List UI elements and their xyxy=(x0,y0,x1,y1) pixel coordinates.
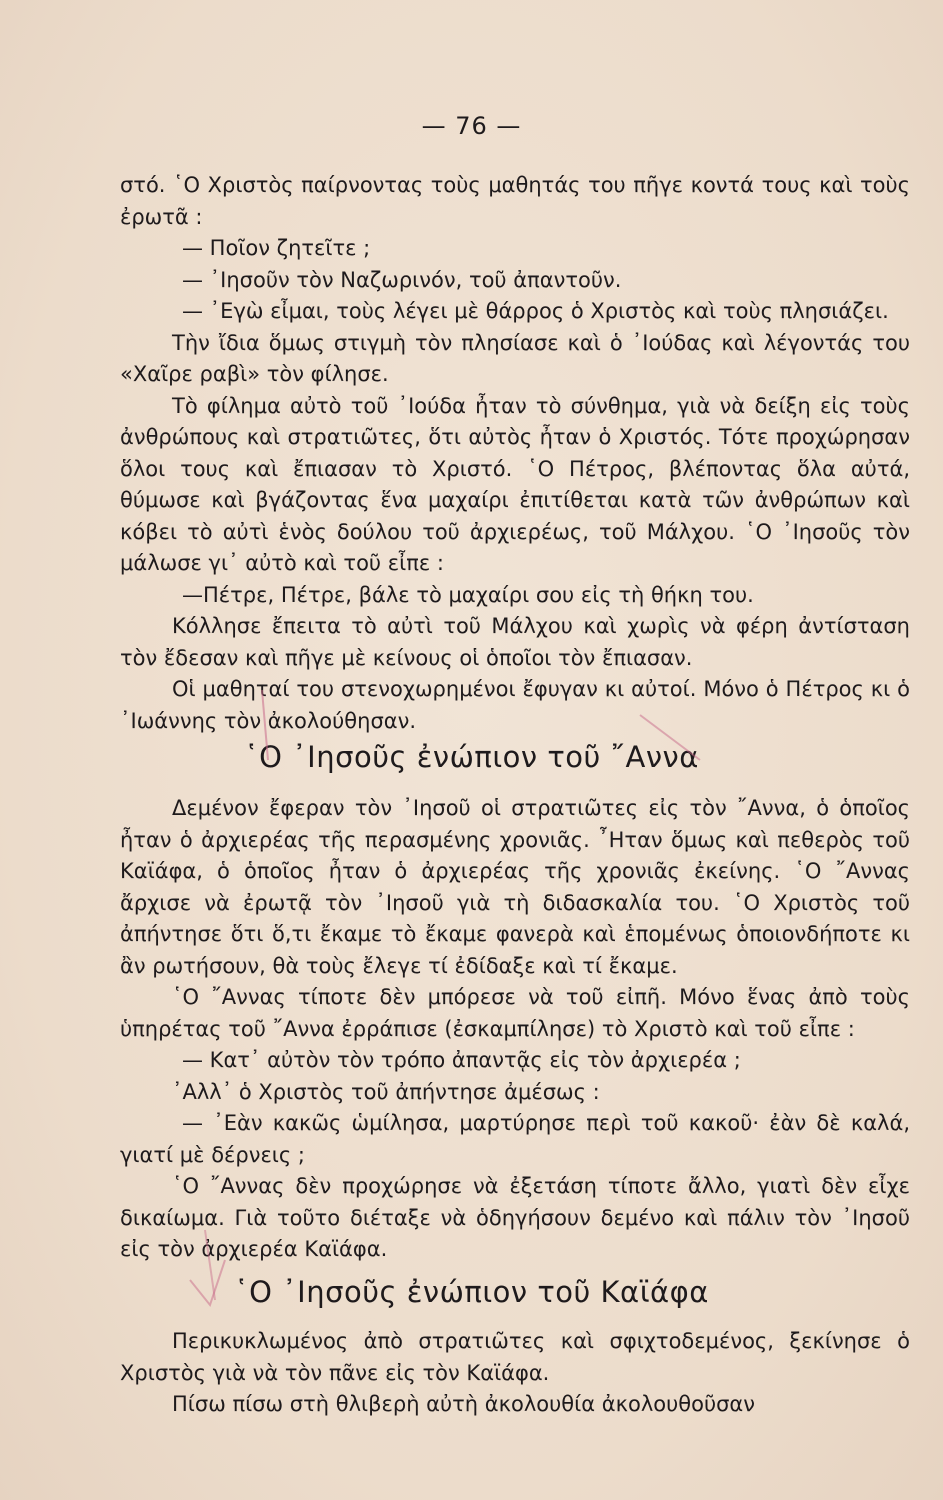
section-heading-caiaphas: ῾Ο ᾿Ιησοῦς ἐνώπιον τοῦ Καϊάφα xyxy=(234,1275,709,1309)
paragraph: — ᾿Εὰν κακῶς ὡμίλησα, μαρτύρησε περὶ τοῦ κακοῦ· ἐὰν δὲ καλά, γιατί μὲ δέρνεις ; xyxy=(120,1111,910,1167)
text-block-annas xyxy=(120,793,910,1266)
paragraph: Οἱ μαθηταί του στενοχωρημένοι ἔφυγαν κι αὐτοί. Μόνο ὁ Πέτρος κι ὁ ᾿Ιωάννης τὸν ἀκολούθησαν. xyxy=(120,677,910,733)
paragraph: — ᾿Ιησοῦν τὸν Ναζωρινόν, τοῦ ἀπαντοῦν. xyxy=(182,267,622,292)
paragraph: Πίσω πίσω στὴ θλιβερὴ αὐτὴ ἀκολουθία ἀκολουθοῦσαν xyxy=(172,1392,755,1416)
paragraph: Τὸ φίλημα αὐτὸ τοῦ ᾿Ιούδα ἦταν τὸ σύνθημα, γιὰ νὰ δείξη εἰς τοὺς ἀνθρώπους καὶ στρατιῶτες, ὅτι αὐτὸς ἦταν ὁ Χριστός. Τότε προχώρησαν ὅλοι τους καὶ ἔπιασαν τὸ Χριστό. ῾Ο Πέτρος, βλέποντας ὅλα αὐτά, θύμωσε καὶ βγάζοντας ἕνα μαχαίρι ἐπιτίθεται κατὰ τῶν ἀνθρώπων καὶ κόβει τὸ αὐτὶ ἑνὸς δούλου τοῦ ἀρχιερέως, τοῦ Μάλχου. ῾Ο ᾿Ιησοῦς τὸν μάλωσε γι᾿ αὐτὸ καὶ τοῦ εἶπε : xyxy=(120,393,910,575)
paragraph: Δεμένον ἔφεραν τὸν ᾿Ιησοῦ οἱ στρατιῶτες εἰς τὸν ῎Αννα, ὁ ὁποῖος ἦταν ὁ ἀρχιερέας τῆς περασμένης χρονιᾶς. ῏Ηταν ὅμως καὶ πεθερὸς τοῦ Καϊάφα, ὁ ὁποῖος ἦταν ὁ ἀρχιερέας τῆς χρονιᾶς ἐκείνης. ῾Ο ῎Αννας ἄρχισε νὰ ἐρωτᾷ τὸν ᾿Ιησοῦ γιὰ τὴ διδασκαλία του. ῾Ο Χριστὸς τοῦ ἀπήντησε ὅτι ὅ,τι ἔκαμε τὸ ἔκαμε φανερὰ καὶ ἑπομένως ὁποιονδήποτε κι ἂν ρωτήσουν, θὰ τοὺς ἔλεγε τί ἐδίδαξε καὶ τί ἔκαμε. xyxy=(120,796,910,978)
paragraph: Τὴν ἴδια ὅμως στιγμὴ τὸν πλησίασε καὶ ὁ ᾿Ιούδας καὶ λέγοντάς του «Χαῖρε ραβὶ» τὸν φίλησε. xyxy=(120,330,910,386)
paragraph: ῾Ο ῎Αννας τίποτε δὲν μπόρεσε νὰ τοῦ εἰπῆ. Μόνο ἕνας ἀπὸ τοὺς ὑπηρέτας τοῦ ῎Αννα ἐρράπισε (ἐσκαμπίλησε) τὸ Χριστὸ καὶ τοῦ εἶπε : xyxy=(120,985,910,1041)
paragraph: — Κατ᾿ αὐτὸν τὸν τρόπο ἀπαντᾷς εἰς τὸν ἀρχιερέα ; xyxy=(182,1048,741,1072)
text-block-caiaphas xyxy=(120,1326,910,1421)
paragraph: Περικυκλωμένος ἀπὸ στρατιῶτες καὶ σφιχτοδεμένος, ξεκίνησε ὁ Χριστὸς γιὰ νὰ τὸν πᾶνε εἰς τὸν Καϊάφα. xyxy=(120,1329,910,1385)
paragraph: στό. ῾Ο Χριστὸς παίρνοντας τοὺς μαθητάς του πῆγε κοντά τους καὶ τοὺς ἐρωτᾶ : xyxy=(120,173,910,229)
paragraph: ᾿Αλλ᾿ ὁ Χριστὸς τοῦ ἀπήντησε ἀμέσως : xyxy=(172,1079,600,1104)
paragraph: Κόλλησε ἔπειτα τὸ αὐτὶ τοῦ Μάλχου καὶ χωρὶς νὰ φέρη ἀντίσταση τὸν ἔδεσαν καὶ πῆγε μὲ κείνους οἱ ὁποῖοι τὸν ἔπιασαν. xyxy=(120,614,910,670)
paragraph: —Πέτρε, Πέτρε, βάλε τὸ μαχαίρι σου εἰς τὴ θήκη του. xyxy=(182,582,754,607)
section-heading-annas: ῾Ο ᾿Ιησοῦς ἐνώπιον τοῦ ῎Αννα xyxy=(244,740,699,774)
paragraph: — ᾿Εγὼ εἶμαι, τοὺς λέγει μὲ θάρρος ὁ Χριστὸς καὶ τοὺς πλησιάζει. xyxy=(182,299,889,323)
paragraph: ῾Ο ῎Αννας δὲν προχώρησε νὰ ἐξετάση τίποτε ἄλλο, γιατὶ δὲν εἶχε δικαίωμα. Γιὰ τοῦτο διέταξε νὰ ὁδηγήσουν δεμένο καὶ πάλιν τὸν ᾿Ιησοῦ εἰς τὸν ἀρχιερέα Καϊάφα. xyxy=(120,1174,910,1261)
text-block-arrest xyxy=(120,170,910,737)
page-number: — 76 — xyxy=(421,112,522,140)
paragraph: — Ποῖον ζητεῖτε ; xyxy=(182,236,371,260)
